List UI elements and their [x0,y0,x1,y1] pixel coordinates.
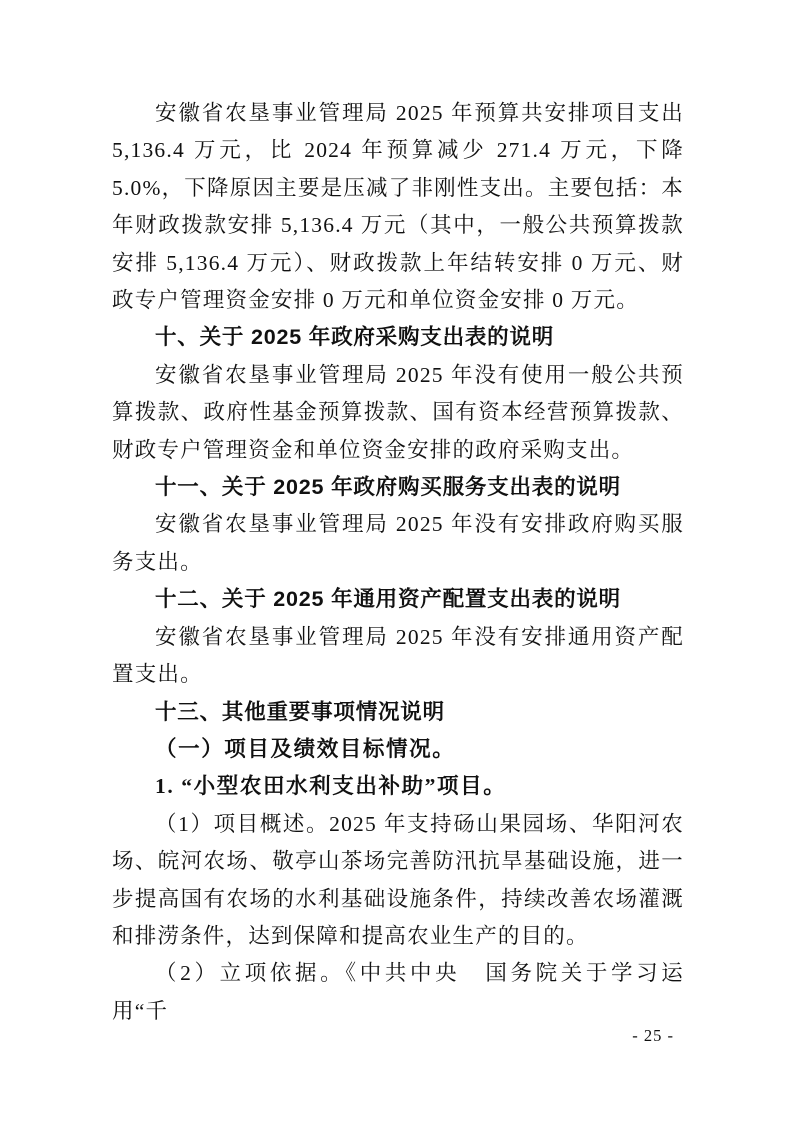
para-project-overview: （1）项目概述。2025 年支持砀山果园场、华阳河农场、皖河农场、敬亭山茶场完善防汛抗旱基础设施，进一步提高国有农场的水利基础设施条件，持续改善农场灌溉和排涝条件，达到保障和提高农业生产的目的。 [112,811,684,948]
heading-section-12: 十二、关于 2025 年通用资产配置支出表的说明 [155,587,621,612]
page-number: - 25 - [632,1026,674,1045]
para-section-11-body: 安徽省农垦事业管理局 2025 年没有安排政府购买服务支出。 [112,512,684,574]
para-project-basis: （2）立项依据。《中共中央 国务院关于学习运用“千 [112,961,684,1023]
para-section-12-body: 安徽省农垦事业管理局 2025 年没有安排通用资产配置支出。 [112,624,684,687]
heading-section-13: 十三、其他重要事项情况说明 [155,699,445,724]
heading-section-11: 十一、关于 2025 年政府购买服务支出表的说明 [155,475,621,500]
heading-section-10: 十、关于 2025 年政府采购支出表的说明 [155,325,555,350]
document-body [112,95,684,1030]
subheading-project-1: 1. “小型农田水利支出补助”项目。 [155,774,507,799]
para-section-10-body: 安徽省农垦事业管理局 2025 年没有使用一般公共预算拨款、政府性基金预算拨款、国有资本经营预算拨款、财政专户管理资金和单位资金安排的政府采购支出。 [112,362,684,462]
subheading-item-1: （一）项目及绩效目标情况。 [155,736,456,761]
para-project-expenditure-summary: 安徽省农垦事业管理局 2025 年预算共安排项目支出 5,136.4 万元，比 2024 年预算减少 271.4 万元，下降 5.0%，下降原因主要是压减了非刚性支出。主要包括：本年财政拨款安排 5,136.4 万元（其中，一般公共预算拨款安排 5,136.4 万元）、财政拨款上年结转安排 0 万元、财政专户管理资金安排 0 万元和单位资金安排 0 万元。 [112,101,684,313]
